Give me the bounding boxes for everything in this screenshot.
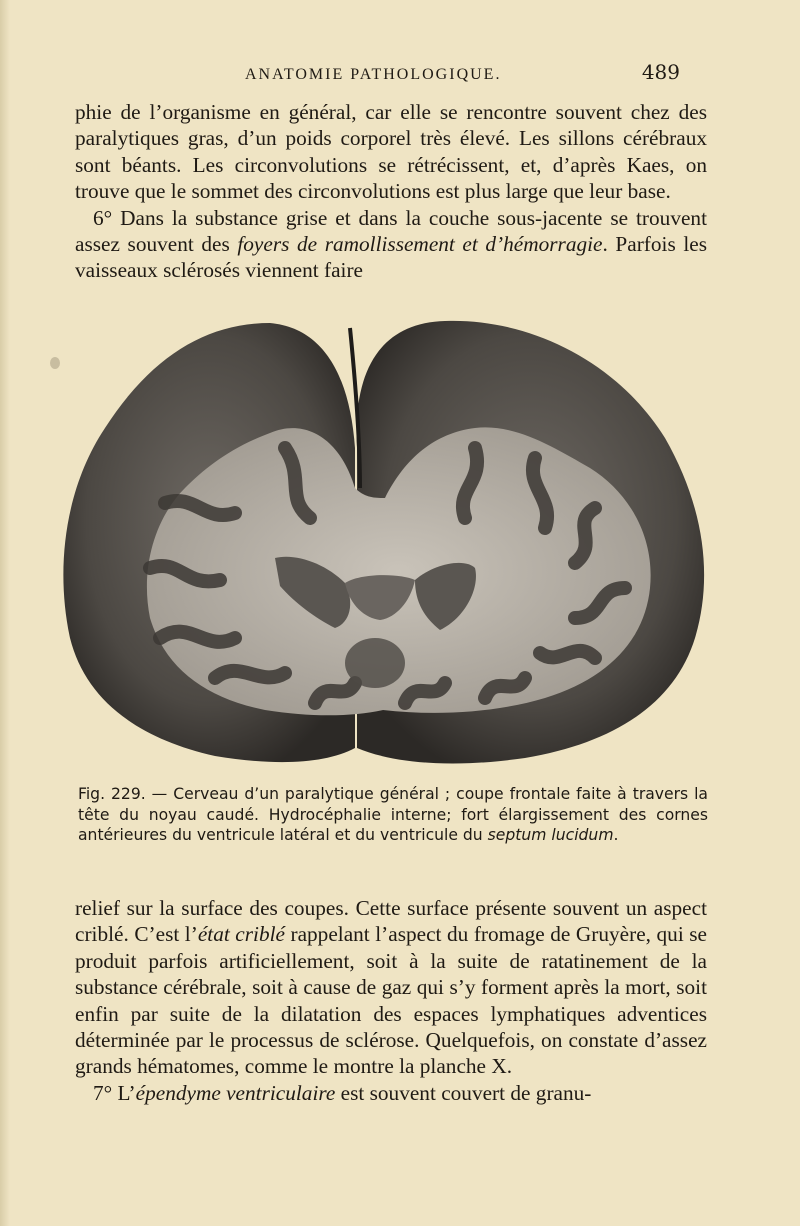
brain-section-illustration <box>55 318 710 768</box>
figure-caption <box>78 784 708 846</box>
caudate-region <box>345 638 405 688</box>
page-edge <box>0 0 10 1226</box>
brain-section-figure <box>55 318 710 768</box>
header-title: ANATOMIE PATHOLOGIQUE. <box>245 66 502 83</box>
paragraph-7-text-b: est souvent couvert de granu- <box>335 1080 592 1105</box>
paragraph-7 <box>75 1080 707 1106</box>
paragraph-7-emphasis: épendyme ventriculaire <box>135 1080 336 1105</box>
paragraph-6-text-b: . Parfois les vaisseaux sclérosés viennent faire <box>75 232 707 283</box>
page-number: 489 <box>641 60 680 84</box>
top-text-block <box>75 99 707 284</box>
paragraph-6 <box>75 205 707 284</box>
caption-text-a: Fig. 229. — Cerveau d’un paralytique général ; coupe frontale faite à travers la tête du noyau caudé. Hydrocéphalie interne; fort élargissement des cornes antérieures du ventricule latéral et du ventricule du <box>78 785 708 844</box>
paragraph-etat-crible-text-b: rappelant l’aspect du fromage de Gruyère, qui se produit parfois artificiellement, soit à la suite de ratatinement de la substance cérébrale, soit à cause de gaz qui s’y forment après la mort, soit enfin par suite de la dilatation des espaces lymphatiques adventices déterminée par le processus de sclérose. Quelquefois, on constate d’assez grands hématomes, comme le montre la planche X. <box>75 922 708 1079</box>
paragraph-7-text-a: 7° L’ <box>93 1080 136 1105</box>
paragraph-continuation: phie de l’organisme en général, car elle se rencontre souvent chez des paralytiques gras, d’un poids corporel très élevé. Les sillons cérébraux sont béants. Les circonvolutions se rétrécissent, et, d’après Kaes, on trouve que le sommet des circonvolutions est plus large que leur base. <box>75 100 707 204</box>
caption-text-b: . <box>613 826 619 844</box>
bottom-text-block <box>75 895 707 1106</box>
paragraph-etat-crible-text-a: relief sur la surface des coupes. Cette surface présente souvent un aspect criblé. C’est l’ <box>75 896 707 947</box>
paragraph-etat-crible-emphasis: état criblé <box>197 922 285 947</box>
running-header <box>75 60 680 84</box>
caption-emphasis: septum lucidum <box>487 826 614 844</box>
paragraph-6-text-a: 6° Dans la substance grise et dans la couche sous-jacente se trouvent assez souvent des <box>75 205 707 257</box>
paragraph-etat-crible <box>75 895 707 1080</box>
paragraph-6-emphasis: foyers de ramollissement et d’hémorragie <box>237 232 603 257</box>
